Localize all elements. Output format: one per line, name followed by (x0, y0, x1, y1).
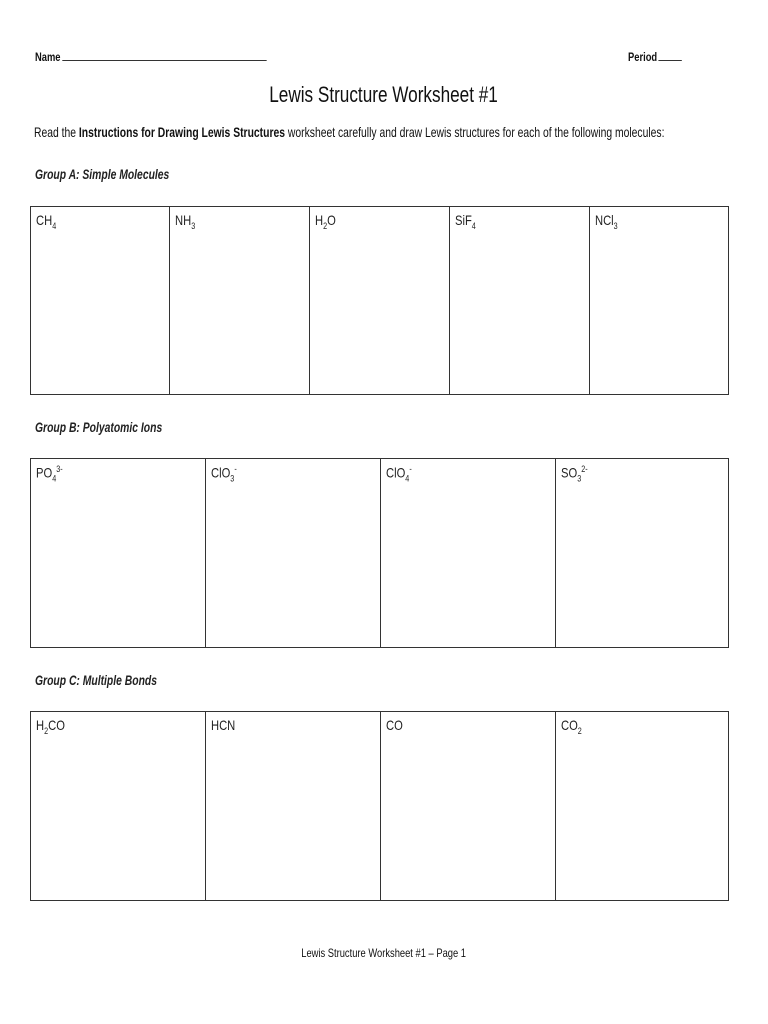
drawing-cell-h2o[interactable] (310, 207, 450, 394)
formula-label: CO (386, 717, 403, 733)
drawing-cell-nh3[interactable] (170, 207, 310, 394)
instructions-suffix: worksheet carefully and draw Lewis structures for each of the following molecules: (285, 124, 665, 140)
drawing-cell-ncl3[interactable] (590, 207, 728, 394)
group-b-label: Group B: Polyatomic Ions (35, 419, 163, 435)
formula-label: NCl$_3$ (595, 212, 618, 231)
formula-label: $NH_3$ (175, 212, 196, 231)
instructions-prefix: Read the (34, 124, 79, 140)
drawing-cell-sif4[interactable] (450, 207, 590, 394)
drawing-cell-h2co[interactable] (31, 712, 206, 900)
page-footer: Lewis Structure Worksheet #1 – Page 1 (301, 946, 467, 960)
instructions-text (34, 124, 665, 140)
formula-label: $PO_4^{3-}$ (36, 464, 63, 484)
name-field[interactable] (35, 50, 266, 64)
drawing-cell-po4[interactable] (31, 459, 206, 647)
drawing-cell-clo4[interactable] (381, 459, 556, 647)
period-field[interactable] (628, 50, 682, 64)
formula-label: $H_2CO$ (36, 717, 65, 736)
drawing-cell-so3[interactable] (556, 459, 728, 647)
formula-label: $CO_2$ (561, 717, 582, 736)
name-label: Name (35, 50, 61, 64)
drawing-cell-co2[interactable] (556, 712, 728, 900)
formula-label: ClO$_3$- (211, 464, 237, 484)
formula-label: $CH_4$ (36, 212, 57, 231)
drawing-cell-co[interactable] (381, 712, 556, 900)
group-c-grid (30, 711, 729, 901)
worksheet-title: Lewis Structure Worksheet #1 (269, 82, 499, 107)
group-b-grid (30, 458, 729, 648)
period-label: Period (628, 50, 658, 64)
drawing-cell-hcn[interactable] (206, 712, 381, 900)
drawing-cell-clo3[interactable] (206, 459, 381, 647)
instructions-reference: Instructions for Drawing Lewis Structures (78, 124, 286, 140)
name-blank-line[interactable] (62, 60, 266, 61)
drawing-cell-ch4[interactable] (31, 207, 170, 394)
formula-label: $H_2O$ (315, 212, 336, 231)
period-blank-line[interactable] (659, 60, 682, 61)
formula-label: ClO$_4$- (386, 464, 412, 484)
formula-label: SiF$_4$ (455, 212, 476, 231)
formula-label: $SO_3^{2-}$ (561, 464, 588, 484)
formula-label: HCN (211, 717, 236, 733)
group-a-grid (30, 206, 729, 395)
group-c-label: Group C: Multiple Bonds (35, 672, 158, 688)
group-a-label: Group A: Simple Molecules (35, 166, 170, 182)
